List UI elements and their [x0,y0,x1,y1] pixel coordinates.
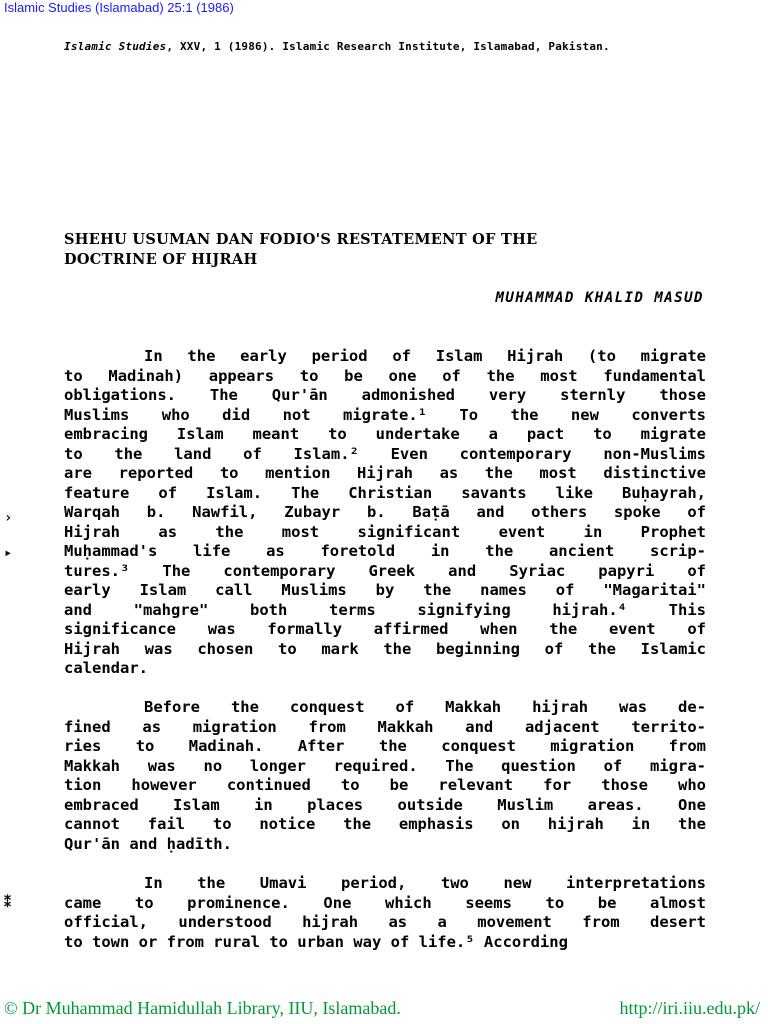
text-line: fined as migration from Makkah and adjacent territo- [64,717,706,736]
margin-scan-mark: › [4,510,13,526]
text-line: feature of Islam. The Christian savants like Buḥayrah, [64,483,706,502]
text-line: Before the conquest of Makkah hijrah was de- [144,698,706,716]
page-footer [0,998,768,1022]
margin-scan-mark: ⁑ [4,895,11,911]
text-line: to the land of Islam.² Even contemporary non-Muslims [64,444,706,463]
body-paragraph-3 [64,874,706,952]
text-line: came to prominence. One which seems to be almost [64,893,706,912]
text-line: Muslims who did not migrate.¹ To the new converts [64,405,706,424]
title-line: DOCTRINE OF HIJRAH [64,251,258,268]
title-line: SHEHU USUMAN DAN FODIO'S RESTATEMENT OF THE [64,231,538,248]
text-line: Warqah b. Nawfil, Zubayr b. Baṭā and others spoke of [64,503,706,521]
journal-details: , XXV, 1 (1986). Islamic Research Institute, Islamabad, Pakistan. [166,40,610,53]
text-line: obligations. The Qur'ān admonished very sternly those [64,386,706,404]
text-line: early Islam call Muslims by the names of "Magaritai" [64,581,706,599]
text-line: and "mahgre" both terms signifying hijrah.⁴ This [64,600,706,619]
text-line: to Madinah) appears to be one of the most fundamental [64,366,706,385]
text-line: calendar. [64,659,148,677]
footer-url-link[interactable]: http://iri.iiu.edu.pk/ [619,998,760,1018]
journal-header [64,40,610,53]
text-line: Hijrah was chosen to mark the beginning of the Islamic [64,639,706,658]
text-line: significance was formally affirmed when the event of [64,620,706,638]
text-line: In the Umavi period, two new interpretations [144,874,706,892]
text-line: Muḥammad's life as foretold in the ancient scrip- [64,542,706,560]
text-line: tures.³ The contemporary Greek and Syriac papyri of [64,561,706,580]
body-paragraph-2 [64,698,706,854]
text-line: Makkah was no longer required. The question of migra- [64,756,706,775]
text-line: In the early period of Islam Hijrah (to migrate [144,347,706,365]
source-citation-link[interactable]: Islamic Studies (Islamabad) 25:1 (1986) [4,0,234,15]
text-line: to town or from rural to urban way of life.⁵ According [64,932,568,951]
text-line: cannot fail to notice the emphasis on hijrah in the [64,815,706,833]
text-line: Qur'ān and ḥadīth. [64,834,232,853]
article-title [64,230,537,270]
margin-scan-mark: ▸ [4,545,13,561]
footer-copyright: © Dr Muhammad Hamidullah Library, IIU, Islamabad. [4,998,401,1018]
text-line: ries to Madinah. After the conquest migration from [64,737,706,755]
text-line: embracing Islam meant to undertake a pact to migrate [64,425,706,443]
body-paragraph-1 [64,347,706,679]
text-line: are reported to mention Hijrah as the most distinctive [64,464,706,482]
author-name: MUHAMMAD KHALID MASUD [495,290,704,306]
text-line: Hijrah as the most significant event in Prophet [64,522,706,541]
text-line: official, understood hijrah as a movement from desert [64,913,706,931]
text-line: embraced Islam in places outside Muslim areas. One [64,795,706,814]
text-line: tion however continued to be relevant for those who [64,776,706,794]
journal-name: Islamic Studies [64,40,167,53]
